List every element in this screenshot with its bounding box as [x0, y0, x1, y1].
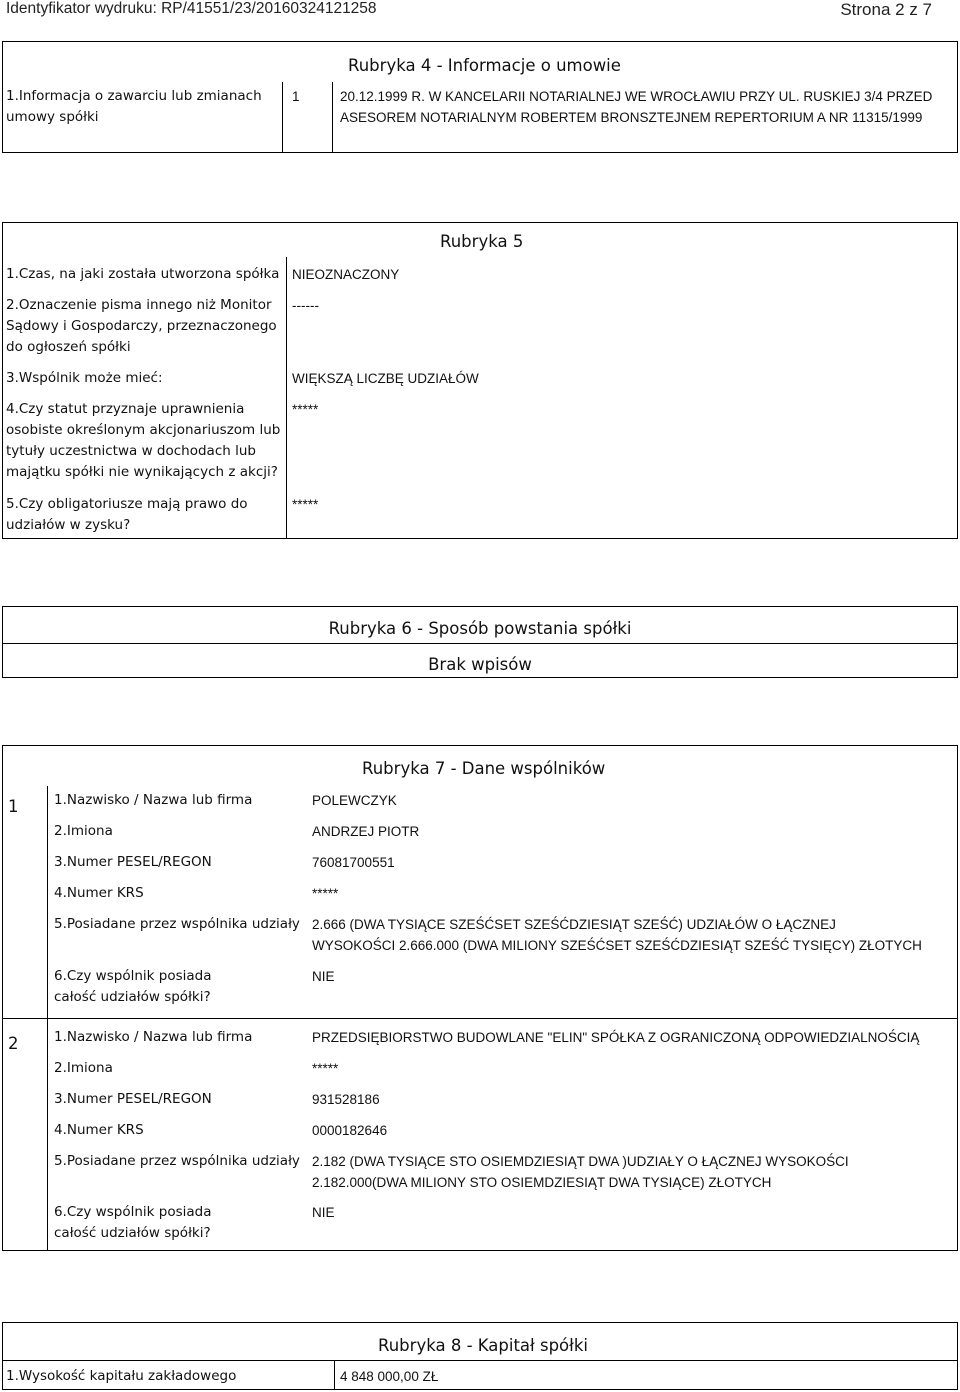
field-label: 4.Numer KRS [54, 1122, 144, 1138]
field-value: ------ [292, 298, 319, 313]
field-label: 2.Imiona [54, 823, 113, 839]
field-label: 1.Wysokość kapitału zakładowego [6, 1368, 237, 1384]
entry-number: 1 [292, 89, 300, 104]
field-label: 4.Numer KRS [54, 885, 144, 901]
partner-number: 1 [8, 797, 19, 816]
field-value: NIE [312, 969, 335, 984]
field-value: PRZEDSIĘBIORSTWO BUDOWLANE "ELIN" SPÓŁKA Z OGRANICZONĄ ODPOWIEDZIALNOŚCIĄ [312, 1030, 920, 1045]
field-label: 1.Informacja o zawarciu lub zmianach umowy spółki [6, 88, 262, 125]
empty-note: Brak wpisów [428, 655, 532, 674]
field-label: 1.Czas, na jaki została utworzona spółka [6, 266, 280, 282]
section-title: Rubryka 7 - Dane wspólników [362, 759, 606, 778]
field-value: ***** [312, 886, 339, 901]
field-value: ANDRZEJ PIOTR [312, 824, 420, 839]
section-title: Rubryka 5 [440, 232, 524, 251]
section-title: Rubryka 8 - Kapitał spółki [378, 1336, 588, 1355]
field-label: 3.Numer PESEL/REGON [54, 854, 212, 870]
field-label: 5.Czy obligatoriusze mają prawo do udziałów w zysku? [6, 496, 248, 533]
field-value: 2.182 (DWA TYSIĄCE STO OSIEMDZIESIĄT DWA )UDZIAŁY O ŁĄCZNEJ WYSOKOŚCI 2.182.000(DWA MILIONY STO OSIEMDZIESIĄT DWA TYSIĄCE) ZŁOTYCH [312, 1154, 849, 1190]
field-label: 2.Oznaczenie pisma innego niż Monitor Sądowy i Gospodarczy, przeznaczonego do ogłoszeń spółki [6, 297, 277, 355]
field-value: 4 848 000,00 ZŁ [340, 1369, 439, 1384]
section-title: Rubryka 4 - Informacje o umowie [348, 56, 621, 75]
partner-number: 2 [8, 1034, 19, 1053]
field-value: 76081700551 [312, 855, 395, 870]
field-label: 1.Nazwisko / Nazwa lub firma [54, 1029, 253, 1045]
field-value: 2.666 (DWA TYSIĄCE SZEŚĆSET SZEŚĆDZIESIĄT SZEŚĆ) UDZIAŁÓW O ŁĄCZNEJ WYSOKOŚCI 2.666.000 (DWA MILIONY SZEŚĆSET SZEŚĆDZIESIĄT SZEŚĆ TYSIĘCY) ZŁOTYCH [312, 917, 922, 953]
field-value: NIE [312, 1205, 335, 1220]
field-label: 5.Posiadane przez wspólnika udziały [54, 916, 300, 932]
field-label: 4.Czy statut przyznaje uprawnienia osobiste określonym akcjonariuszom lub tytuły uczestnictwa w dochodach lub majątku spółki nie wynikających z akcji? [6, 401, 281, 480]
field-label: 1.Nazwisko / Nazwa lub firma [54, 792, 253, 808]
field-value: 931528186 [312, 1092, 380, 1107]
field-value: POLEWCZYK [312, 793, 397, 808]
field-label: 6.Czy wspólnik posiada całość udziałów spółki? [54, 1204, 212, 1241]
field-value: NIEOZNACZONY [292, 267, 400, 282]
field-label: 3.Numer PESEL/REGON [54, 1091, 212, 1107]
field-label: 2.Imiona [54, 1060, 113, 1076]
field-value: ***** [312, 1061, 339, 1076]
field-value: WIĘKSZĄ LICZBĘ UDZIAŁÓW [292, 371, 479, 386]
field-value: ***** [292, 497, 319, 512]
field-label: 6.Czy wspólnik posiada całość udziałów spółki? [54, 968, 212, 1005]
field-label: 5.Posiadane przez wspólnika udziały [54, 1153, 300, 1169]
section-title: Rubryka 6 - Sposób powstania spółki [328, 619, 632, 638]
field-label: 3.Wspólnik może mieć: [6, 370, 163, 386]
page-number: Strona 2 z 7 [840, 0, 932, 19]
field-value: ***** [292, 402, 319, 417]
print-identifier: Identyfikator wydruku: RP/41551/23/20160324121258 [6, 0, 377, 17]
field-value: 0000182646 [312, 1123, 388, 1138]
field-value: 20.12.1999 R. W KANCELARII NOTARIALNEJ WE WROCŁAWIU PRZY UL. RUSKIEJ 3/4 PRZED ASESOREM NOTARIALNYM ROBERTEM BRONSZTEJNEM REPERTORIUM A NR 11315/1999 [340, 89, 933, 125]
